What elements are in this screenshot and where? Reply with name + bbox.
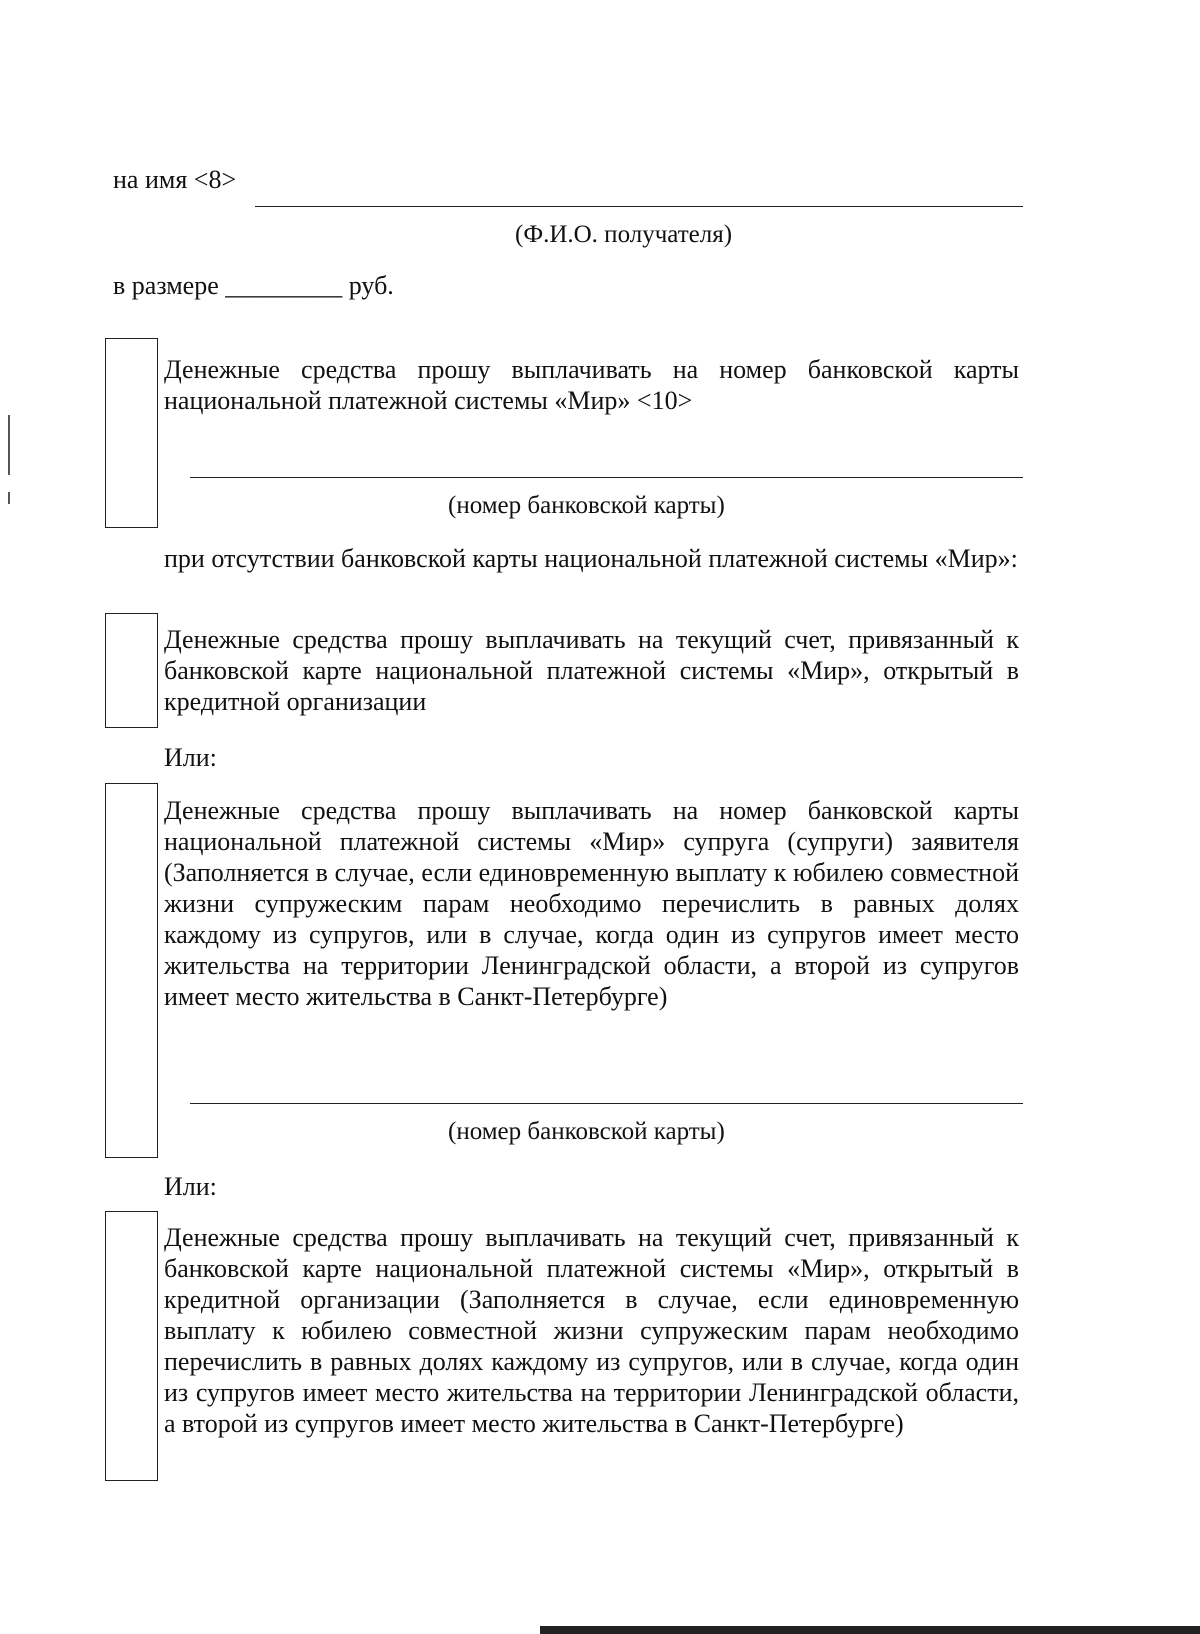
- option-3-card-caption: (номер банковской карты): [448, 1118, 725, 1145]
- amount-suffix: руб.: [348, 271, 394, 300]
- option-1-card-caption: (номер банковской карты): [448, 492, 725, 519]
- amount-prefix: в размере: [113, 271, 219, 300]
- scan-artifact-tick: [8, 415, 10, 475]
- scan-artifact-tick: [8, 492, 10, 504]
- option-3-card-number-line[interactable]: [190, 1103, 1023, 1104]
- or-label-2: Или:: [164, 1172, 217, 1201]
- scan-artifact-bar: [540, 1626, 1200, 1634]
- no-card-note: при отсутствии банковской карты национальной платежной системы «Мир»:: [164, 544, 1018, 573]
- option-3-text: Денежные средства прошу выплачивать на номер банковской карты национальной платежной системы «Мир» супруга (супруги) заявителя (Заполняется в случае, если единовременную выплату к юбилею совместной жизни супружеским парам необходимо перечислить в равных долях каждому из супругов, или в случае, когда один из супругов имеет место жительства на территории Ленинградской области, а второй из супругов имеет место жительства в Санкт-Петербурге): [164, 796, 1019, 1011]
- name-label: на имя <8>: [113, 165, 237, 194]
- amount-field: [113, 270, 394, 301]
- option-4-text: Денежные средства прошу выплачивать на текущий счет, привязанный к банковской карте национальной платежной системы «Мир», открытый в кредитной организации (Заполняется в случае, если единовременную выплату к юбилею совместной жизни супружеским парам необходимо перечислить в равных долях каждому из супругов, или в случае, когда один из супругов имеет место жительства на территории Ленинградской области, а второй из супругов имеет место жительства в Санкт-Петербурге): [164, 1223, 1019, 1438]
- recipient-caption: (Ф.И.О. получателя): [515, 221, 733, 248]
- option-3-checkbox[interactable]: [105, 783, 158, 1158]
- or-label-1: Или:: [164, 743, 217, 772]
- amount-blank[interactable]: _________: [225, 271, 343, 300]
- recipient-name-line[interactable]: [255, 206, 1023, 207]
- option-1-checkbox[interactable]: [105, 338, 158, 528]
- option-1-text: Денежные средства прошу выплачивать на номер банковской карты национальной платежной системы «Мир» <10>: [164, 355, 1019, 415]
- option-1-card-number-line[interactable]: [190, 477, 1023, 478]
- option-4-checkbox[interactable]: [105, 1211, 158, 1481]
- option-2-checkbox[interactable]: [105, 613, 158, 728]
- option-2-text: Денежные средства прошу выплачивать на текущий счет, привязанный к банковской карте национальной платежной системы «Мир», открытый в кредитной организации: [164, 625, 1019, 716]
